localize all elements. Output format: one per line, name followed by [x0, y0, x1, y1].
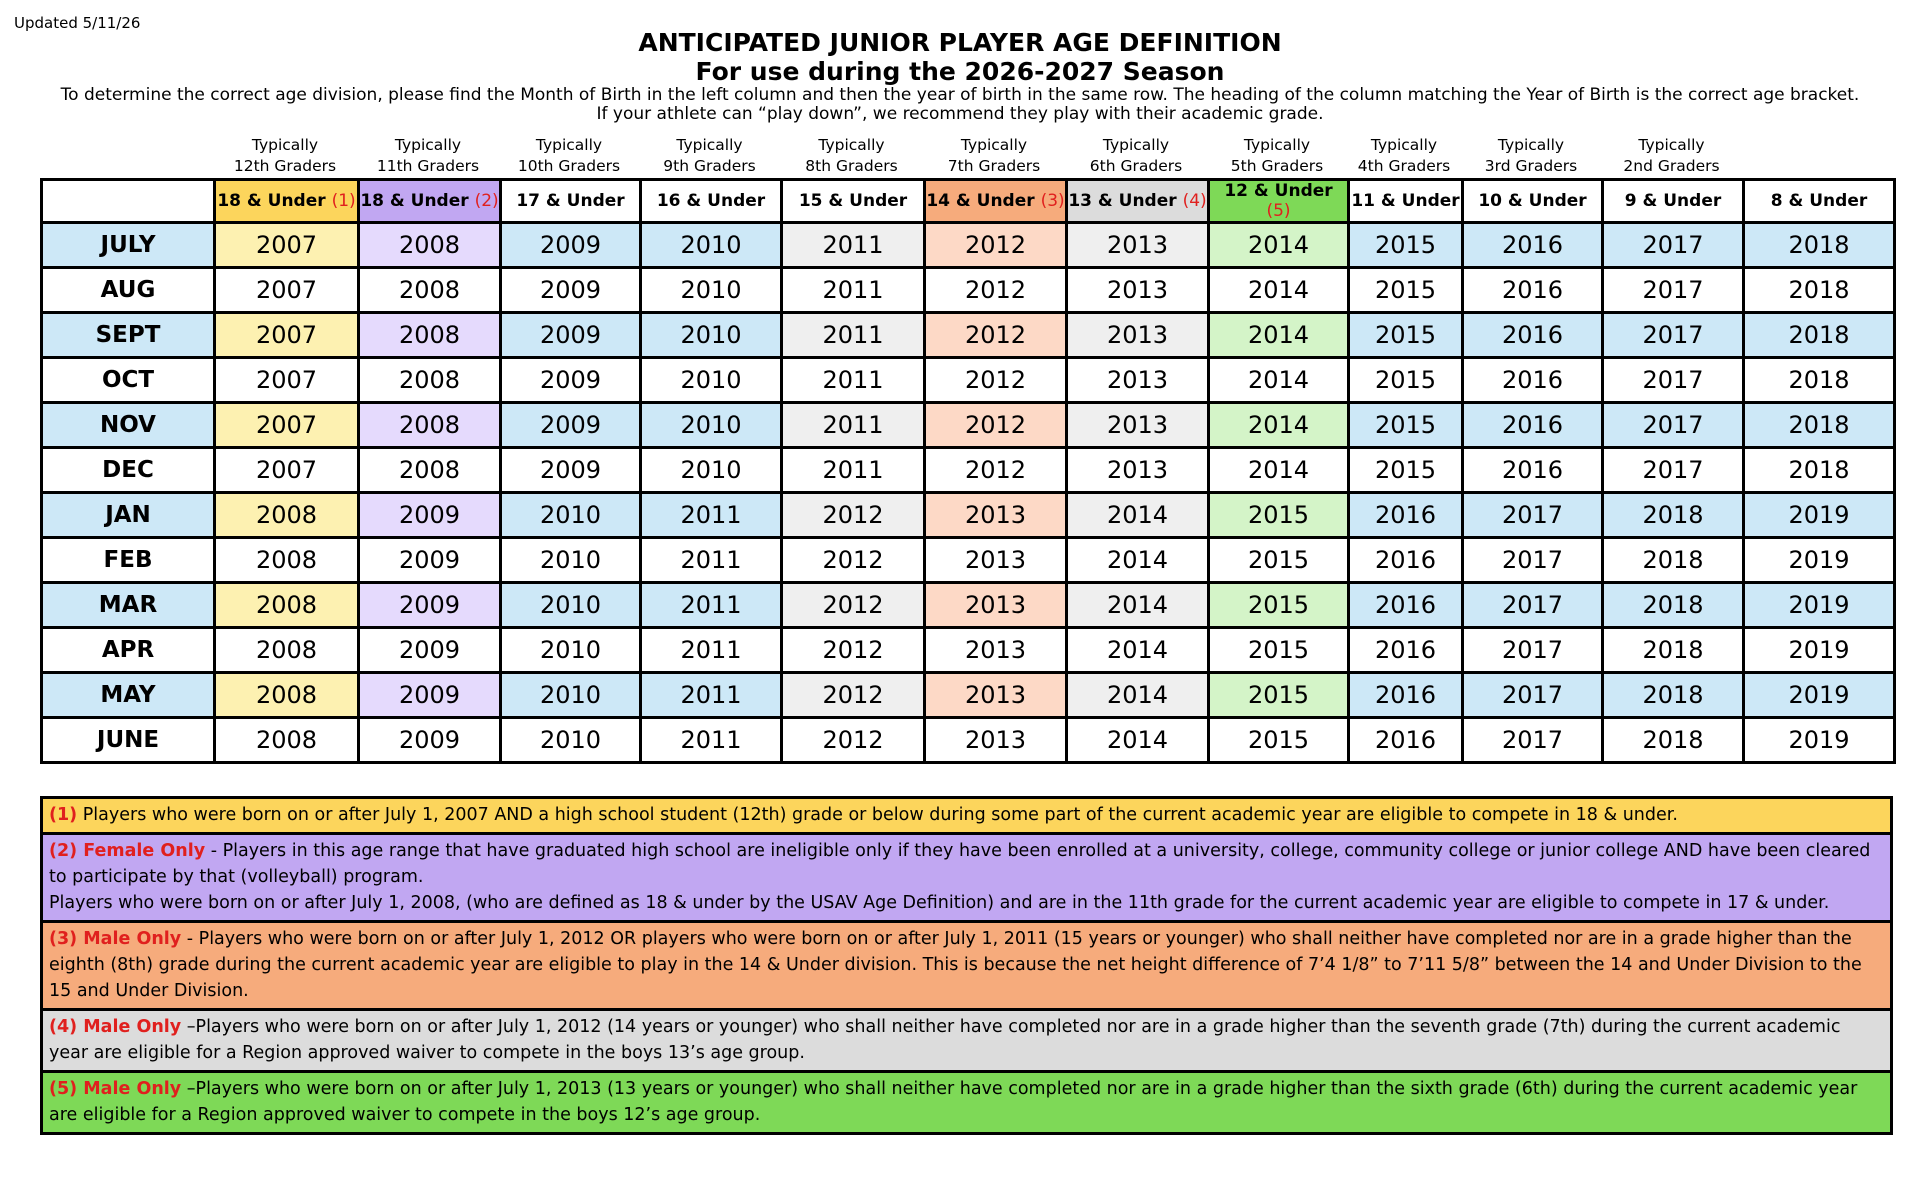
birth-year-cell: 2009 [501, 358, 641, 403]
birth-month-cell: MAY [42, 673, 215, 718]
birth-year-cell: 2016 [1463, 403, 1603, 448]
birth-year-cell: 2008 [359, 268, 501, 313]
age-division-label: 13 & Under [1068, 191, 1177, 211]
note-lead: (4) Male Only [49, 1017, 182, 1037]
birth-year-cell: 2009 [501, 313, 641, 358]
footnote-reference: (4) [1182, 191, 1207, 211]
birth-year-cell: 2012 [925, 313, 1067, 358]
birth-year-cell: 2008 [359, 358, 501, 403]
typically-label [1461, 135, 1601, 177]
birth-year-cell: 2014 [1209, 403, 1349, 448]
birth-year-cell: 2007 [215, 403, 359, 448]
birth-year-cell: 2012 [925, 448, 1067, 493]
birth-year-cell: 2016 [1349, 628, 1463, 673]
age-definition-table [40, 178, 1896, 764]
age-division-label: 15 & Under [798, 191, 908, 211]
birth-year-cell: 2018 [1603, 673, 1744, 718]
birth-year-cell: 2013 [925, 538, 1067, 583]
birth-year-cell: 2017 [1603, 358, 1744, 403]
typically-label-grade: 9th Graders [663, 157, 756, 175]
age-division-header [1463, 180, 1603, 223]
typically-label-line1: Typically [1370, 136, 1438, 154]
birth-year-cell: 2008 [359, 403, 501, 448]
birth-year-cell: 2017 [1603, 313, 1744, 358]
typically-label [499, 135, 639, 177]
birth-year-cell: 2018 [1744, 403, 1895, 448]
birth-year-cell: 2008 [215, 583, 359, 628]
birth-year-cell: 2017 [1603, 268, 1744, 313]
birth-year-cell: 2016 [1349, 673, 1463, 718]
birth-year-cell: 2007 [215, 448, 359, 493]
birth-year-cell: 2011 [782, 313, 925, 358]
birth-year-cell: 2016 [1349, 583, 1463, 628]
birth-year-cell: 2008 [359, 448, 501, 493]
birth-year-cell: 2014 [1209, 313, 1349, 358]
birth-year-cell: 2010 [641, 358, 782, 403]
instructions-line-2: If your athlete can “play down”, we recommend they play with their academic grade. [596, 104, 1324, 124]
age-division-label: 11 & Under [1351, 191, 1460, 211]
birth-year-cell: 2010 [501, 493, 641, 538]
birth-year-cell: 2019 [1744, 673, 1895, 718]
age-division-label: 10 & Under [1478, 191, 1587, 211]
birth-year-cell: 2016 [1349, 493, 1463, 538]
age-division-label: 9 & Under [1624, 191, 1722, 211]
birth-year-cell: 2010 [501, 673, 641, 718]
birth-year-cell: 2015 [1209, 673, 1349, 718]
birth-month-cell: DEC [42, 448, 215, 493]
typically-label [1601, 135, 1742, 177]
birth-year-cell: 2014 [1067, 673, 1209, 718]
birth-year-cell: 2015 [1209, 538, 1349, 583]
page-title: ANTICIPATED JUNIOR PLAYER AGE DEFINITION [638, 28, 1282, 57]
typically-label [1207, 135, 1347, 177]
birth-year-cell: 2013 [1067, 223, 1209, 268]
birth-year-cell: 2015 [1349, 448, 1463, 493]
birth-month-row [42, 628, 1895, 673]
birth-year-cell: 2013 [1067, 268, 1209, 313]
typically-grade-labels [40, 135, 1893, 177]
birth-year-cell: 2015 [1209, 628, 1349, 673]
birth-year-cell: 2012 [782, 673, 925, 718]
birth-year-cell: 2011 [641, 718, 782, 763]
age-division-header [1744, 180, 1895, 223]
birth-year-cell: 2008 [359, 223, 501, 268]
typically-label-grade: 11th Graders [376, 157, 480, 175]
birth-year-cell: 2008 [215, 718, 359, 763]
typically-label-line1: Typically [960, 136, 1028, 154]
birth-month-cell: APR [42, 628, 215, 673]
birth-year-cell: 2014 [1067, 538, 1209, 583]
typically-label-grade: 7th Graders [947, 157, 1041, 175]
age-division-header [359, 180, 501, 223]
birth-year-cell: 2018 [1744, 268, 1895, 313]
typically-label-line1: Typically [818, 136, 885, 154]
birth-month-row [42, 538, 1895, 583]
birth-year-cell: 2012 [925, 403, 1067, 448]
typically-label-grade: 12th Graders [233, 157, 337, 175]
age-division-header [1209, 180, 1349, 223]
birth-month-row [42, 583, 1895, 628]
eligibility-notes [40, 796, 1893, 1135]
birth-year-cell: 2012 [925, 268, 1067, 313]
birth-year-cell: 2017 [1603, 223, 1744, 268]
birth-month-row [42, 673, 1895, 718]
age-division-label: 8 & Under [1770, 191, 1868, 211]
birth-year-cell: 2008 [215, 673, 359, 718]
age-division-label: 18 & Under [360, 191, 469, 211]
birth-year-cell: 2011 [641, 673, 782, 718]
typically-label-grade: 10th Graders [517, 157, 621, 175]
birth-year-cell: 2018 [1603, 628, 1744, 673]
birth-year-cell: 2015 [1349, 313, 1463, 358]
birth-month-row [42, 718, 1895, 763]
birth-year-cell: 2009 [501, 268, 641, 313]
birth-year-cell: 2010 [641, 223, 782, 268]
birth-year-cell: 2016 [1463, 358, 1603, 403]
birth-year-cell: 2015 [1209, 718, 1349, 763]
birth-year-cell: 2013 [1067, 448, 1209, 493]
birth-year-cell: 2017 [1463, 538, 1603, 583]
birth-year-cell: 2017 [1463, 628, 1603, 673]
birth-year-cell: 2017 [1463, 718, 1603, 763]
birth-year-cell: 2016 [1349, 538, 1463, 583]
typically-label-grade: 3rd Graders [1484, 157, 1578, 175]
birth-month-cell: NOV [42, 403, 215, 448]
birth-month-cell: AUG [42, 268, 215, 313]
birth-year-cell: 2019 [1744, 493, 1895, 538]
birth-year-cell: 2014 [1209, 358, 1349, 403]
age-division-label: 17 & Under [516, 191, 625, 211]
birth-month-cell: SEPT [42, 313, 215, 358]
birth-year-cell: 2015 [1349, 268, 1463, 313]
birth-year-cell: 2009 [501, 223, 641, 268]
birth-year-cell: 2019 [1744, 718, 1895, 763]
typically-label [639, 135, 780, 177]
typically-label-grade: 2nd Graders [1623, 157, 1720, 175]
typically-label-line1: Typically [1243, 136, 1311, 154]
eligibility-note-2 [40, 835, 1893, 923]
birth-year-cell: 2019 [1744, 538, 1895, 583]
birth-year-cell: 2013 [1067, 403, 1209, 448]
birth-month-row [42, 403, 1895, 448]
birth-year-cell: 2012 [782, 628, 925, 673]
birth-year-cell: 2008 [359, 313, 501, 358]
typically-label [923, 135, 1065, 177]
note-text-continued: Players who were born on or after July 1, 2008, (who are defined as 18 & under by the USAV Age Definition) and are in the 11th grade for the current academic year are eligible to compete in 17 & under. [49, 893, 1830, 913]
birth-year-cell: 2010 [641, 448, 782, 493]
age-division-header [782, 180, 925, 223]
birth-year-cell: 2010 [641, 403, 782, 448]
typically-label-line1: Typically [535, 136, 603, 154]
birth-year-cell: 2018 [1603, 583, 1744, 628]
birth-year-cell: 2016 [1463, 268, 1603, 313]
birth-year-cell: 2019 [1744, 628, 1895, 673]
note-text: - Players who were born on or after July 1, 2012 OR players who were born on or after July 1, 2011 (15 years or younger) who shall neither have completed nor are in a grade higher than the eighth (8th) grade during the current academic year are eligible to play in the 14 & Under division. This is because the net height difference of 7’4 1/8” to 7’11 5/8” between the 14 and Under Division to the 15 and Under Division. [49, 929, 1862, 1001]
birth-year-cell: 2015 [1349, 403, 1463, 448]
birth-year-cell: 2011 [641, 628, 782, 673]
footnote-reference: (2) [474, 191, 499, 211]
birth-year-cell: 2017 [1603, 403, 1744, 448]
note-text: - Players in this age range that have graduated high school are ineligible only if they have been enrolled at a university, college, community college or junior college AND have been cleared to participate by that (volleyball) program. [49, 841, 1871, 887]
note-lead: (3) Male Only [49, 929, 182, 949]
typically-label-line1: Typically [1497, 136, 1565, 154]
note-text: –Players who were born on or after July 1, 2012 (14 years or younger) who shall neither have completed nor are in a grade higher than the seventh grade (7th) during the current academic year are eligible for a Region approved waiver to compete in the boys 13’s age group. [49, 1017, 1841, 1063]
typically-label-grade: 6th Graders [1089, 157, 1183, 175]
header-corner-cell [42, 180, 215, 223]
birth-year-cell: 2010 [501, 538, 641, 583]
instructions-line-1: To determine the correct age division, please find the Month of Birth in the left column and then the year of birth in the same row. The heading of the column matching the Year of Birth is the correct age bracket. [60, 85, 1860, 105]
birth-year-cell: 2010 [641, 313, 782, 358]
eligibility-note-4 [40, 1011, 1893, 1073]
typically-label-grade: 8th Graders [805, 157, 898, 175]
birth-year-cell: 2011 [641, 538, 782, 583]
birth-year-cell: 2017 [1463, 493, 1603, 538]
birth-year-cell: 2016 [1463, 313, 1603, 358]
birth-year-cell: 2011 [782, 358, 925, 403]
birth-year-cell: 2018 [1744, 313, 1895, 358]
birth-year-cell: 2008 [215, 628, 359, 673]
birth-year-cell: 2014 [1209, 268, 1349, 313]
birth-year-cell: 2011 [782, 403, 925, 448]
birth-year-cell: 2011 [782, 223, 925, 268]
birth-year-cell: 2015 [1349, 358, 1463, 403]
birth-month-row [42, 493, 1895, 538]
birth-month-row [42, 358, 1895, 403]
age-division-label: 16 & Under [656, 191, 766, 211]
birth-month-cell: JULY [42, 223, 215, 268]
birth-year-cell: 2019 [1744, 583, 1895, 628]
birth-year-cell: 2013 [925, 628, 1067, 673]
birth-year-cell: 2007 [215, 268, 359, 313]
birth-year-cell: 2008 [215, 538, 359, 583]
typically-label [213, 135, 357, 177]
birth-year-cell: 2017 [1603, 448, 1744, 493]
typically-label-grade: 4th Graders [1357, 157, 1451, 175]
age-division-label: 14 & Under [926, 191, 1035, 211]
birth-year-cell: 2009 [501, 448, 641, 493]
birth-year-cell: 2018 [1603, 718, 1744, 763]
birth-year-cell: 2018 [1603, 493, 1744, 538]
birth-year-cell: 2013 [925, 718, 1067, 763]
typically-label-line1: Typically [1102, 136, 1170, 154]
birth-year-cell: 2015 [1209, 583, 1349, 628]
birth-month-cell: FEB [42, 538, 215, 583]
birth-year-cell: 2009 [501, 403, 641, 448]
birth-year-cell: 2010 [501, 583, 641, 628]
age-division-header [1349, 180, 1463, 223]
birth-month-row [42, 448, 1895, 493]
birth-year-cell: 2009 [359, 718, 501, 763]
note-lead: (5) Male Only [49, 1079, 182, 1099]
birth-year-cell: 2015 [1209, 493, 1349, 538]
birth-year-cell: 2012 [782, 493, 925, 538]
birth-month-cell: OCT [42, 358, 215, 403]
birth-year-cell: 2010 [501, 718, 641, 763]
age-division-label: 12 & Under [1224, 181, 1333, 201]
eligibility-note-1 [40, 796, 1893, 835]
header-row [42, 180, 1895, 223]
birth-year-cell: 2014 [1067, 628, 1209, 673]
birth-year-cell: 2017 [1463, 583, 1603, 628]
birth-month-row [42, 223, 1895, 268]
updated-date: Updated 5/11/26 [14, 14, 141, 32]
age-division-label: 18 & Under [217, 191, 326, 211]
birth-year-cell: 2011 [641, 493, 782, 538]
typically-label-line1: Typically [251, 136, 319, 154]
birth-year-cell: 2016 [1463, 223, 1603, 268]
birth-year-cell: 2012 [782, 538, 925, 583]
birth-year-cell: 2012 [782, 583, 925, 628]
birth-year-cell: 2012 [925, 223, 1067, 268]
age-division-header [641, 180, 782, 223]
birth-year-cell: 2009 [359, 628, 501, 673]
typically-label [780, 135, 923, 177]
birth-year-cell: 2011 [641, 583, 782, 628]
birth-year-cell: 2012 [925, 358, 1067, 403]
birth-year-cell: 2010 [641, 268, 782, 313]
birth-month-cell: JAN [42, 493, 215, 538]
typically-label-grade: 5th Graders [1230, 157, 1324, 175]
birth-year-cell: 2009 [359, 583, 501, 628]
footnote-reference: (1) [331, 191, 356, 211]
age-division-header [925, 180, 1067, 223]
birth-month-cell: JUNE [42, 718, 215, 763]
birth-year-cell: 2014 [1209, 448, 1349, 493]
birth-year-cell: 2013 [925, 673, 1067, 718]
age-division-header [1603, 180, 1744, 223]
typically-label [357, 135, 499, 177]
birth-year-cell: 2018 [1744, 223, 1895, 268]
birth-year-cell: 2008 [215, 493, 359, 538]
birth-year-cell: 2007 [215, 358, 359, 403]
birth-year-cell: 2018 [1744, 358, 1895, 403]
birth-year-cell: 2014 [1067, 493, 1209, 538]
birth-year-cell: 2012 [782, 718, 925, 763]
age-division-header [215, 180, 359, 223]
birth-year-cell: 2013 [1067, 313, 1209, 358]
birth-year-cell: 2013 [925, 583, 1067, 628]
birth-year-cell: 2010 [501, 628, 641, 673]
birth-year-cell: 2013 [1067, 358, 1209, 403]
footnote-reference: (5) [1266, 201, 1291, 221]
birth-year-cell: 2014 [1209, 223, 1349, 268]
birth-month-row [42, 268, 1895, 313]
eligibility-note-3 [40, 923, 1893, 1011]
birth-year-cell: 2014 [1067, 583, 1209, 628]
birth-year-cell: 2011 [782, 448, 925, 493]
note-lead: (2) Female Only [49, 841, 206, 861]
birth-year-cell: 2017 [1463, 673, 1603, 718]
age-division-header [1067, 180, 1209, 223]
birth-month-row [42, 313, 1895, 358]
eligibility-note-5 [40, 1073, 1893, 1135]
typically-label-line1: Typically [676, 136, 743, 154]
birth-month-cell: MAR [42, 583, 215, 628]
note-text: –Players who were born on or after July 1, 2013 (13 years or younger) who shall neither have completed nor are in a grade higher than the sixth grade (6th) during the current academic year are eligible for a Region approved waiver to compete in the boys 12’s age group. [49, 1079, 1858, 1125]
typically-label-line1: Typically [1638, 136, 1705, 154]
birth-year-cell: 2016 [1349, 718, 1463, 763]
birth-year-cell: 2018 [1744, 448, 1895, 493]
typically-label [1065, 135, 1207, 177]
birth-year-cell: 2015 [1349, 223, 1463, 268]
birth-year-cell: 2009 [359, 673, 501, 718]
birth-year-cell: 2014 [1067, 718, 1209, 763]
birth-year-cell: 2016 [1463, 448, 1603, 493]
age-division-header [501, 180, 641, 223]
page-subtitle: For use during the 2026-2027 Season [695, 57, 1225, 86]
birth-year-cell: 2007 [215, 313, 359, 358]
birth-year-cell: 2009 [359, 493, 501, 538]
note-lead: (1) [49, 805, 78, 825]
birth-year-cell: 2018 [1603, 538, 1744, 583]
typically-label [1347, 135, 1461, 177]
typically-label-line1: Typically [394, 136, 462, 154]
birth-year-cell: 2013 [925, 493, 1067, 538]
note-text: Players who were born on or after July 1, 2007 AND a high school student (12th) grade or below during some part of the current academic year are eligible to compete in 18 & under. [77, 805, 1678, 825]
birth-year-cell: 2009 [359, 538, 501, 583]
footnote-reference: (3) [1040, 191, 1065, 211]
birth-year-cell: 2011 [782, 268, 925, 313]
birth-year-cell: 2007 [215, 223, 359, 268]
